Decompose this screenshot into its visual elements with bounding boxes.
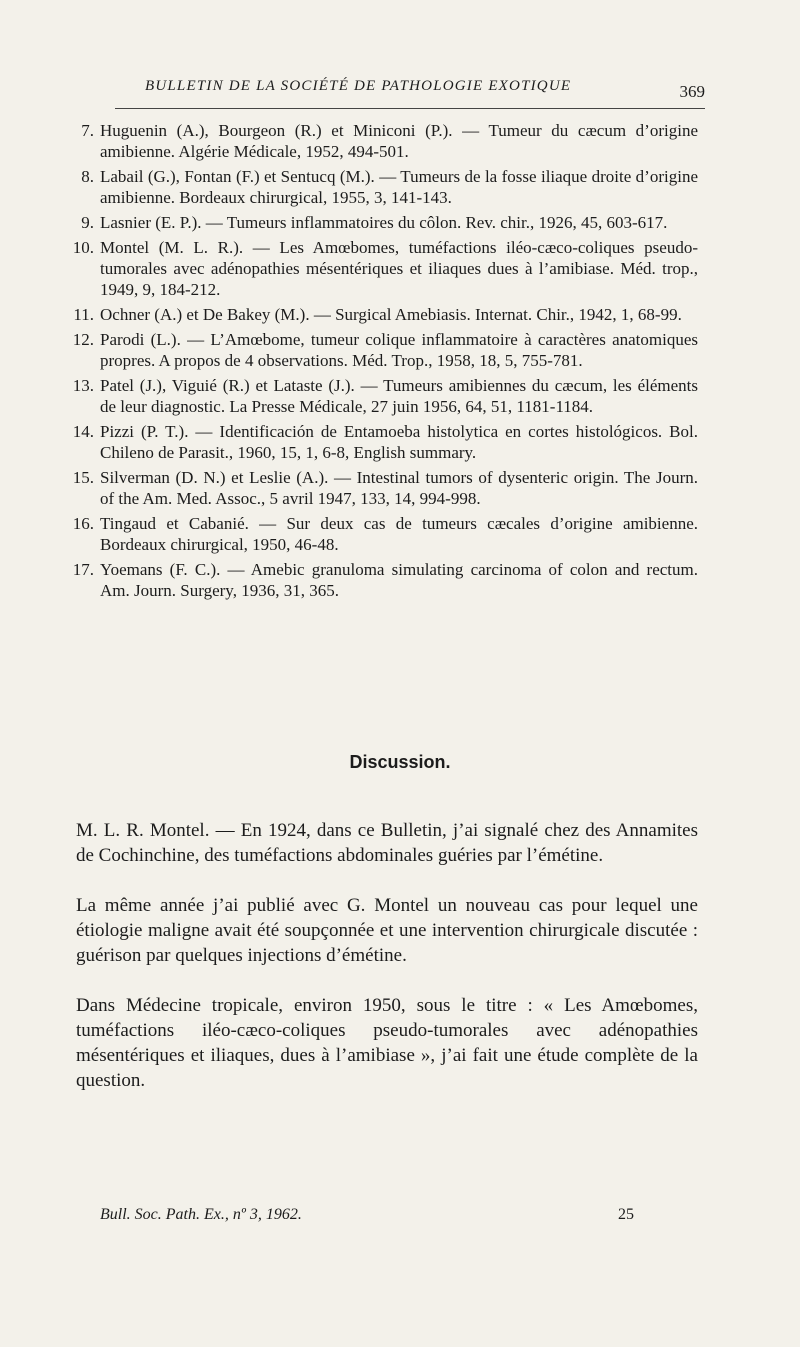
reference-text: Huguenin (A.), Bourgeon (R.) et Miniconi (P.). — Tumeur du cæcum d’origine amibienne. Algérie Médicale, 1952, 494-501. xyxy=(100,121,698,161)
reference-number: 11. xyxy=(73,305,94,324)
reference-item xyxy=(72,421,698,463)
reference-item xyxy=(72,513,698,555)
reference-text: Montel (M. L. R.). — Les Amœbomes, tuméfactions iléo-cæco-coliques pseudo-tumorales avec adénopathies mésentériques et iliaques dues à l’amibiase. Méd. trop., 1949, 9, 184-212. xyxy=(100,238,698,299)
reference-item xyxy=(72,467,698,509)
reference-number: 13. xyxy=(72,376,94,395)
reference-text: Pizzi (P. T.). — Identificación de Entamoeba histolytica en cortes histológicos. Bol. Chileno de Parasit., 1960, 15, 1, 6-8, English summary. xyxy=(100,422,698,462)
reference-text: Patel (J.), Viguié (R.) et Lataste (J.). — Tumeurs amibiennes du cæcum, les éléments de leur diagnostic. La Presse Médicale, 27 juin 1956, 64, 51, 1181-1184. xyxy=(100,376,698,416)
reference-text: Tingaud et Cabanié. — Sur deux cas de tumeurs cæcales d’origine amibienne. Bordeaux chirurgical, 1950, 46-48. xyxy=(100,514,698,554)
reference-item xyxy=(72,375,698,417)
reference-text: Yoemans (F. C.). — Amebic granuloma simulating carcinoma of colon and rectum. Am. Journ. Surgery, 1936, 31, 365. xyxy=(100,560,698,600)
reference-text: Parodi (L.). — L’Amœbome, tumeur colique inflammatoire à caractères anatomiques propres. A propos de 4 observations. Méd. Trop., 1958, 18, 5, 755-781. xyxy=(100,330,698,370)
reference-item xyxy=(72,329,698,371)
reference-number: 15. xyxy=(72,468,94,487)
reference-list xyxy=(72,120,698,605)
running-head xyxy=(115,78,705,109)
discussion-heading: Discussion. xyxy=(349,752,451,772)
reference-text: Ochner (A.) et De Bakey (M.). — Surgical Amebiasis. Internat. Chir., 1942, 1, 68-99. xyxy=(100,305,682,324)
reference-number: 10. xyxy=(72,238,94,257)
reference-number: 14. xyxy=(72,422,94,441)
reference-text: Lasnier (E. P.). — Tumeurs inflammatoires du côlon. Rev. chir., 1926, 45, 603-617. xyxy=(100,213,668,232)
running-title: BULLETIN DE LA SOCIÉTÉ DE PATHOLOGIE EXOTIQUE xyxy=(145,78,572,94)
discussion-paragraph: Dans Médecine tropicale, environ 1950, sous le titre : « Les Amœbomes, tuméfactions iléo-cæco-coliques pseudo-tumorales avec adénopathies mésentériques et iliaques, dues à l’amibiase », j’ai fait une étude complète de la question. xyxy=(76,995,698,1091)
reference-number: 17. xyxy=(72,560,94,579)
reference-item xyxy=(72,559,698,601)
reference-item xyxy=(72,237,698,300)
reference-item xyxy=(76,166,698,208)
reference-number: 7. xyxy=(81,121,94,140)
reference-number: 12. xyxy=(72,330,94,349)
reference-number: 16. xyxy=(72,514,94,533)
discussion-paragraph: M. L. R. Montel. — En 1924, dans ce Bulletin, j’ai signalé chez des Annamites de Cochinchine, des tuméfactions abdominales guéries par l’émétine. xyxy=(76,820,698,866)
reference-number: 9. xyxy=(81,213,94,232)
reference-item xyxy=(73,304,698,325)
footer-signature: 25 xyxy=(618,1206,634,1223)
page-number: 369 xyxy=(679,82,705,101)
reference-number: 8. xyxy=(81,167,94,186)
discussion-paragraph: La même année j’ai publié avec G. Montel un nouveau cas pour lequel une étiologie maligne avait été soupçonnée et une intervention chirurgicale discutée : guérison par quelques injections d’émétine. xyxy=(76,895,698,966)
footer-citation: Bull. Soc. Path. Ex., nº 3, 1962. xyxy=(100,1206,302,1223)
reference-item xyxy=(76,212,698,233)
reference-item xyxy=(76,120,698,162)
reference-text: Labail (G.), Fontan (F.) et Sentucq (M.). — Tumeurs de la fosse iliaque droite d’origine amibienne. Bordeaux chirurgical, 1955, 3, 141-143. xyxy=(100,167,698,207)
reference-text: Silverman (D. N.) et Leslie (A.). — Intestinal tumors of dysenteric origin. The Journ. of the Am. Med. Assoc., 5 avril 1947, 133, 14, 994-998. xyxy=(100,468,698,508)
